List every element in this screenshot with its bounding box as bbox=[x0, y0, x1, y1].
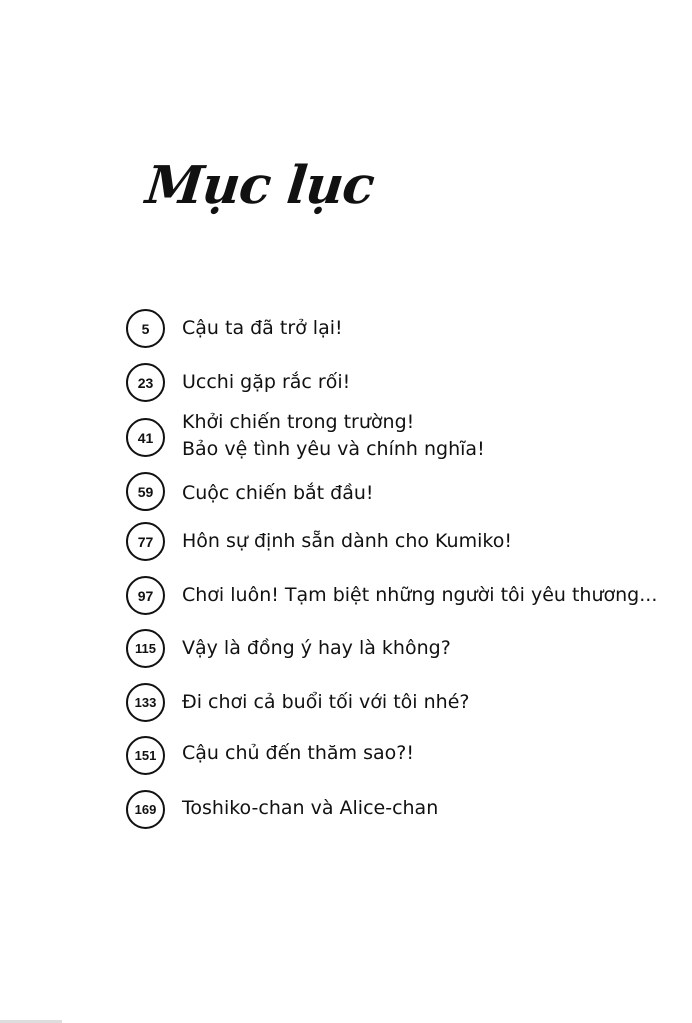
page-number-badge: 169 bbox=[126, 790, 165, 829]
chapter-title: Cậu ta đã trở lại! bbox=[182, 317, 343, 339]
chapter-title: Hôn sự định sẵn dành cho Kumiko! bbox=[182, 530, 512, 552]
page-number-badge: 5 bbox=[126, 309, 165, 348]
chapter-title: Cuộc chiến bắt đầu! bbox=[182, 482, 374, 504]
chapter-title: Chơi luôn! Tạm biệt những người tôi yêu thương... bbox=[182, 584, 658, 606]
chapter-title: Đi chơi cả buổi tối với tôi nhé? bbox=[182, 691, 470, 713]
page-number-badge: 59 bbox=[126, 472, 165, 511]
chapter-title: Vậy là đồng ý hay là không? bbox=[182, 637, 451, 659]
page-number-badge: 97 bbox=[126, 576, 165, 615]
page-number-badge: 115 bbox=[126, 629, 165, 668]
page-number-badge: 23 bbox=[126, 363, 165, 402]
page-number-badge: 151 bbox=[126, 736, 165, 775]
page-title: Mục lục bbox=[142, 155, 377, 216]
page-number-badge: 41 bbox=[126, 418, 165, 457]
chapter-title: Ucchi gặp rắc rối! bbox=[182, 371, 351, 393]
chapter-title-line2: Bảo vệ tình yêu và chính nghĩa! bbox=[182, 438, 485, 460]
chapter-title: Khởi chiến trong trường! bbox=[182, 411, 415, 433]
chapter-title: Toshiko-chan và Alice-chan bbox=[182, 797, 439, 819]
chapter-title: Cậu chủ đến thăm sao?! bbox=[182, 742, 414, 764]
page-number-badge: 77 bbox=[126, 522, 165, 561]
page-number-badge: 133 bbox=[126, 683, 165, 722]
